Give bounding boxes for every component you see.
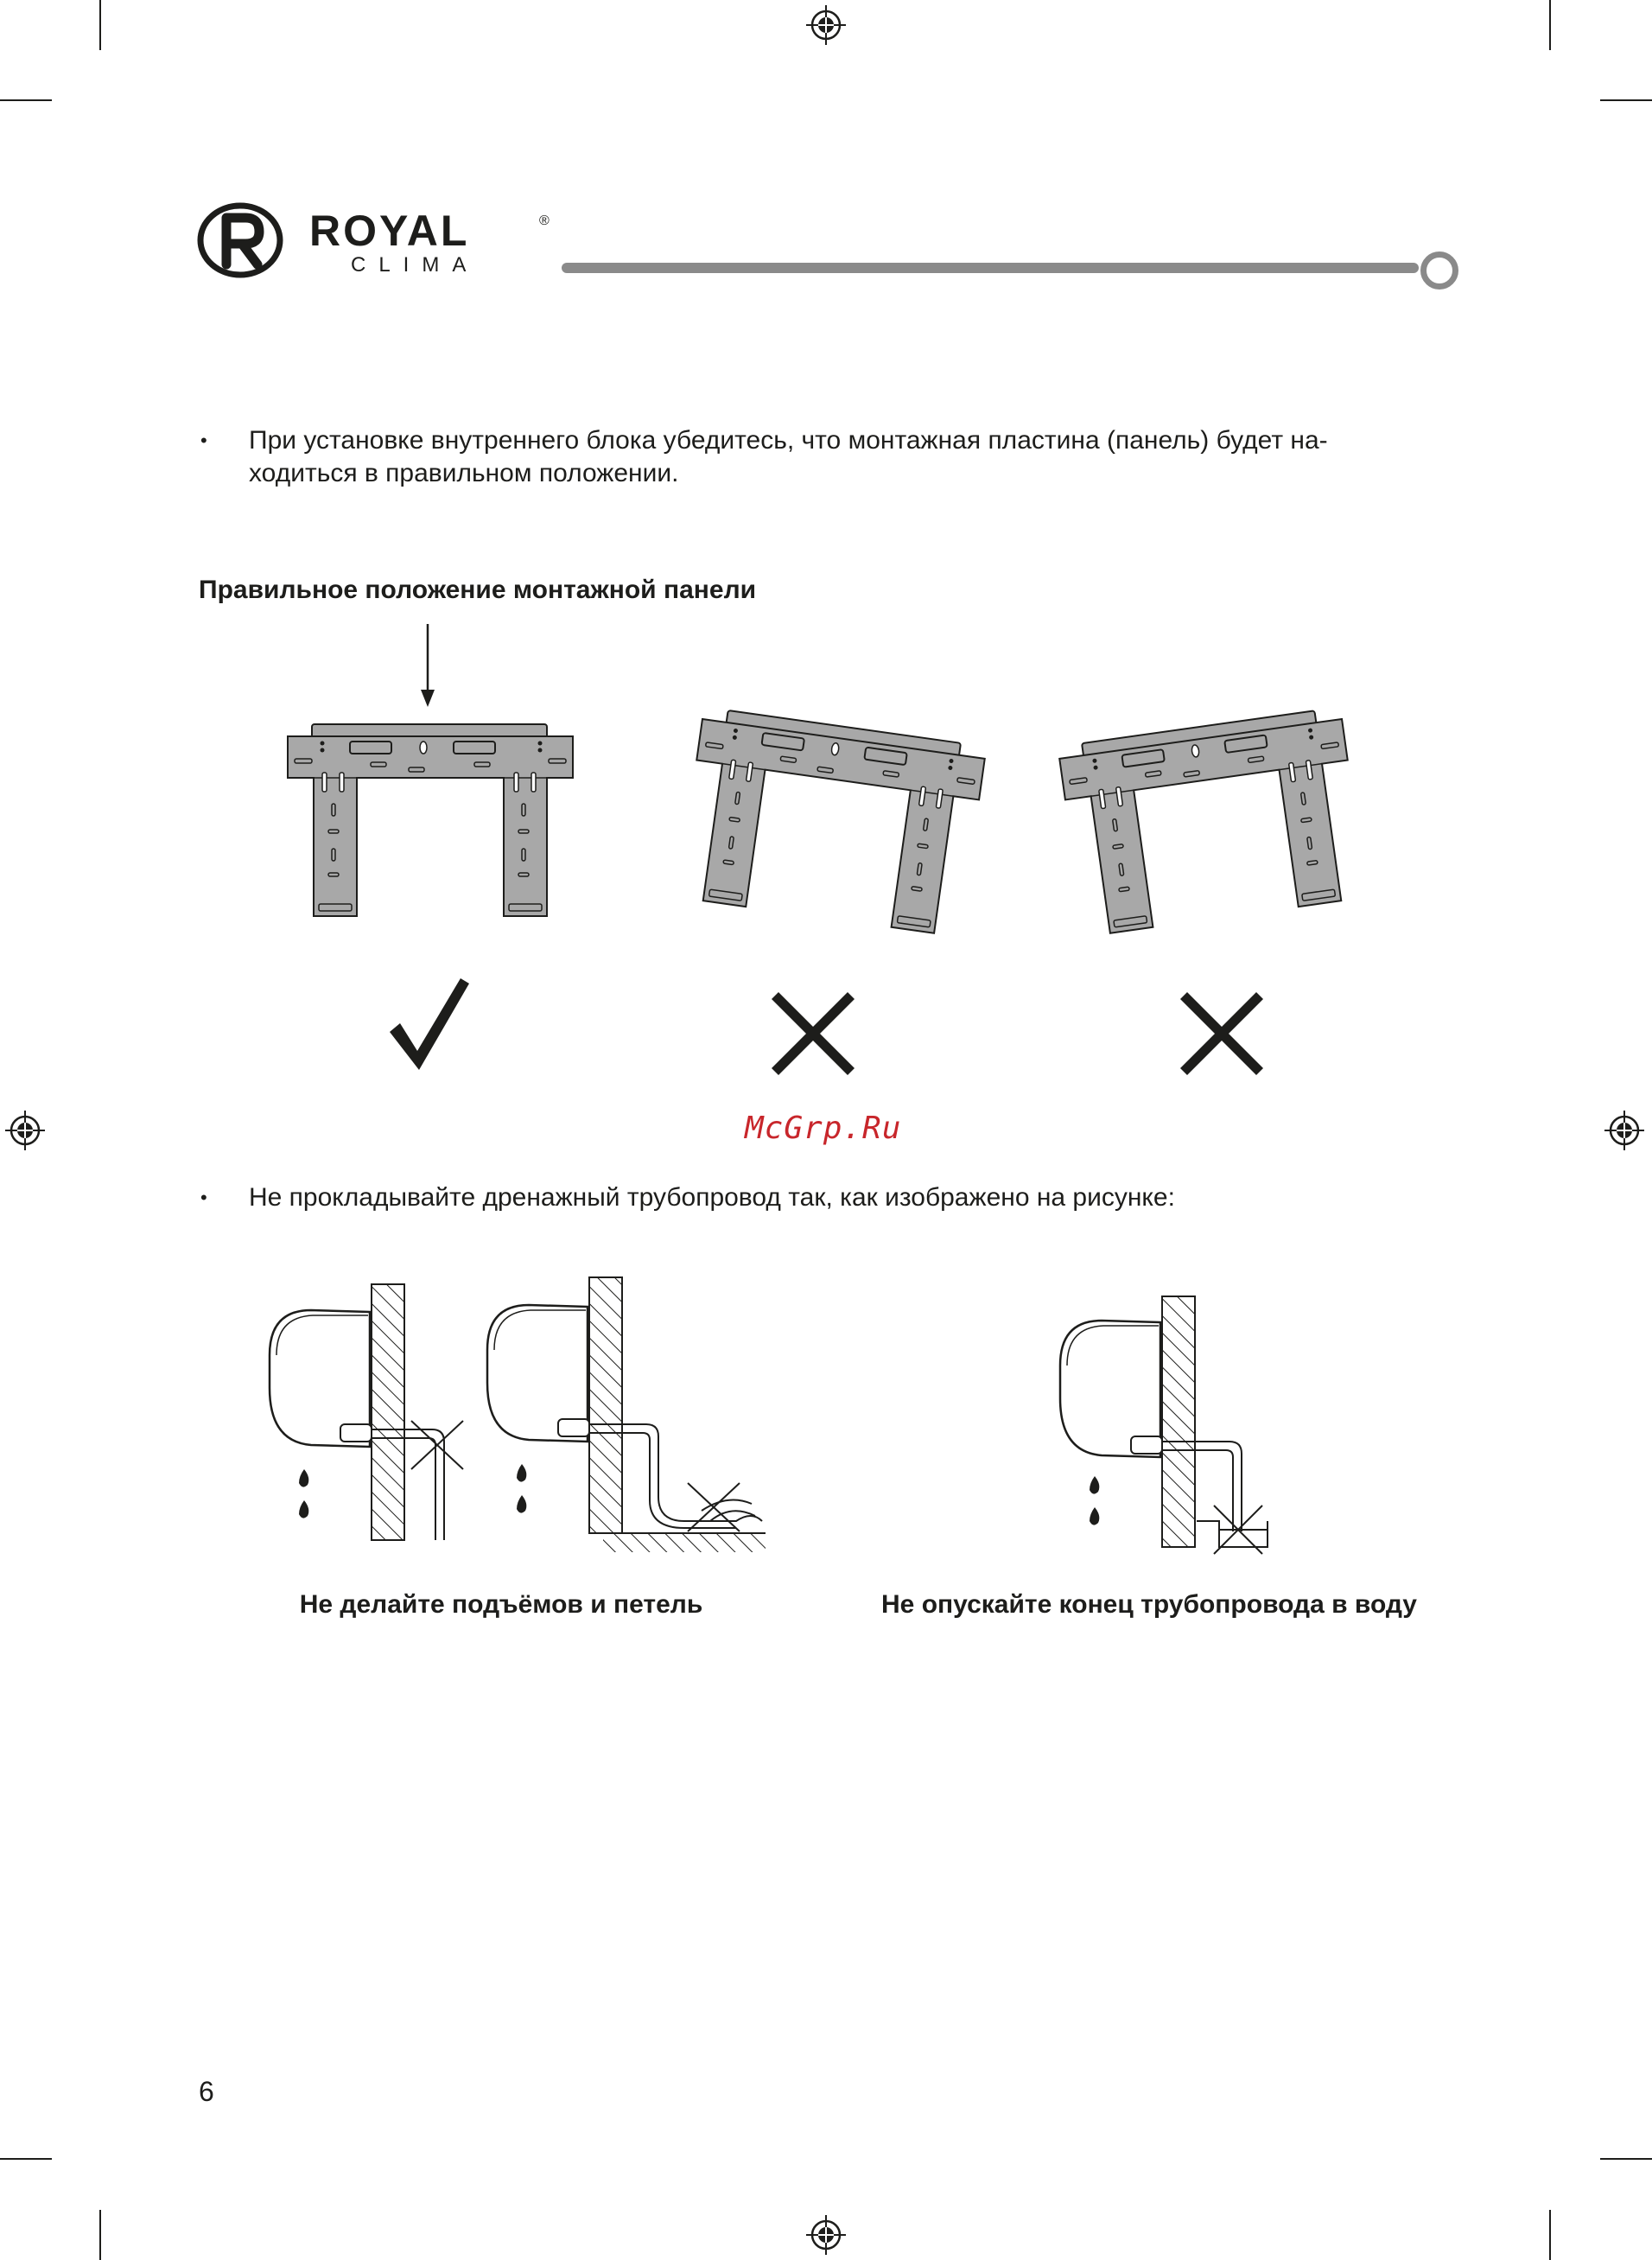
drain-diagram-rise: [259, 1277, 467, 1554]
drain-diagram-water: [1050, 1289, 1292, 1566]
drain-bullet-text: Не прокладывайте дренажный трубопровод так, как изображено на рисунке:: [249, 1183, 1175, 1212]
logo-brand-name: ROYAL: [309, 207, 470, 255]
crop-mark-top-left-horizontal: [0, 99, 52, 101]
pointer-arrow: [415, 624, 441, 710]
crop-mark-top-left-vertical: [99, 0, 101, 50]
caption-no-rises-loops: Не делайте подъёмов и петель: [299, 1590, 703, 1619]
plate-section-title: Правильное положение монтажной панели: [199, 576, 757, 604]
bullet-symbol: •: [200, 430, 207, 451]
crop-mark-bottom-right-horizontal: [1600, 2158, 1652, 2160]
crop-mark-bottom-left-vertical: [99, 2210, 101, 2260]
registration-mark-right: [1604, 1111, 1644, 1150]
logo-brand-sub: CLIMA: [351, 253, 480, 277]
registration-mark-top: [806, 5, 846, 45]
registration-mark-left: [5, 1111, 45, 1150]
mounting-plate-correct: [288, 724, 581, 927]
crop-mark-bottom-left-horizontal: [0, 2158, 52, 2160]
crop-mark-top-right-horizontal: [1600, 99, 1652, 101]
check-mark-icon: [386, 978, 473, 1072]
crop-mark-bottom-right-vertical: [1549, 2210, 1551, 2260]
registration-mark-bottom: [806, 2215, 846, 2255]
mounting-plate-tilted-left: [1044, 700, 1389, 959]
header-rule: [562, 263, 1419, 273]
cross-mark-icon: [772, 992, 855, 1075]
bullet-symbol: •: [200, 1187, 207, 1208]
mounting-plate-tilted-right: [655, 700, 1001, 959]
intro-bullet-line-1: При установке внутреннего блока убедитесь, что монтажная пластина (панель) будет на-: [249, 426, 1328, 455]
header-rule-end-ring: [1420, 251, 1458, 290]
crop-mark-top-right-vertical: [1549, 0, 1551, 50]
page-number: 6: [199, 2076, 214, 2107]
intro-bullet-line-2: ходиться в правильном положении.: [249, 459, 679, 487]
caption-no-water: Не опускайте конец трубопровода в воду: [881, 1590, 1417, 1619]
royal-clima-logo: [197, 199, 560, 285]
logo-registered-mark: ®: [539, 213, 550, 228]
watermark: McGrp.Ru: [745, 1111, 902, 1146]
drain-diagram-loop: [477, 1277, 771, 1554]
cross-mark-icon: [1180, 992, 1263, 1075]
